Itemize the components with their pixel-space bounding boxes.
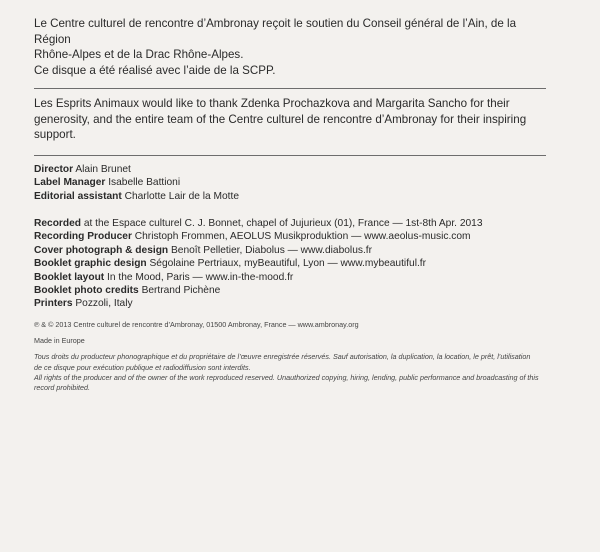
credit-line [34,163,550,176]
rights-english-line: All rights of the producer and of the owner of the work reproduced reserved. Unauthorized copying, hiring, lending, public performance and broadcasting of this record prohibited. [34,372,539,393]
credit-value: Pozzoli, Italy [75,298,133,310]
support-line: Rhône-Alpes et de la Drac Rhône-Alpes. [34,48,244,61]
credit-line [34,190,550,203]
rights-french-line: de ce disque pour exécution publique et radiodiffusion sont interdits. [34,362,251,372]
thanks-line: Les Esprits Animaux would like to thank Zdenka Prochazkova and Margarita Sancho for their [34,97,510,110]
credit-line [34,176,550,189]
credit-label: Recording Producer [34,231,132,243]
thanks-paragraph [34,96,550,143]
credit-line [34,284,550,297]
credit-line [34,271,550,284]
credit-label: Booklet photo credits [34,285,139,297]
made-in-line: Made in Europe [34,336,85,346]
copyright-line: ℗ & © 2013 Centre culturel de rencontre d’Ambronay, 01500 Ambronay, France — www.ambronay.org [34,320,359,329]
production-credits [34,217,550,311]
staff-credits [34,163,550,203]
credit-line [34,217,550,230]
credit-label: Label Manager [34,177,106,189]
credit-value: Ségolaine Pertriaux, myBeautiful, Lyon — www.mybeautiful.fr [149,258,427,270]
credit-value: Charlotte Lair de la Motte [124,190,239,202]
credit-value: Christoph Frommen, AEOLUS Musikproduktion — www.aeolus-music.com [134,231,471,243]
credit-value: Isabelle Battioni [108,177,181,189]
credit-value: Benoît Pelletier, Diabolus — www.diabolus.fr [170,244,373,256]
support-line: Le Centre culturel de rencontre d’Ambronay reçoit le soutien du Conseil général de l’Ain, de la Région [34,17,517,46]
credit-line [34,257,550,270]
credit-value: Alain Brunet [75,164,131,175]
divider [34,88,546,89]
support-line: Ce disque a été réalisé avec l’aide de la SCPP. [34,63,276,77]
credit-value: In the Mood, Paris — www.in-the-mood.fr [107,271,294,283]
credit-label: Booklet graphic design [34,258,147,270]
divider [34,155,546,156]
credit-value: at the Espace culturel C. J. Bonnet, chapel of Jujurieux (01), France — 1st-8th Apr. 2013 [83,218,483,229]
credit-line [34,297,550,310]
credit-line [34,244,550,257]
credit-value: Bertrand Pichène [141,285,221,297]
thanks-line: generosity, and the entire team of the Centre culturel de rencontre d’Ambronay for their inspiring [34,112,527,126]
credit-label: Recorded [34,218,81,229]
credit-label: Cover photograph & design [34,244,169,256]
legal-notice [34,320,550,393]
rights-french-line: Tous droits du producteur phonographique et du propriétaire de l’œuvre enregistrée réservés. Sauf autorisation, la duplication, la location, le prêt, l’utilisation [34,352,531,362]
credit-label: Director [34,164,74,175]
credit-line [34,230,550,243]
credit-label: Editorial assistant [34,190,122,202]
credit-label: Printers [34,298,73,310]
credit-label: Booklet layout [34,271,105,283]
support-paragraph [34,16,550,78]
thanks-line: support. [34,128,76,141]
